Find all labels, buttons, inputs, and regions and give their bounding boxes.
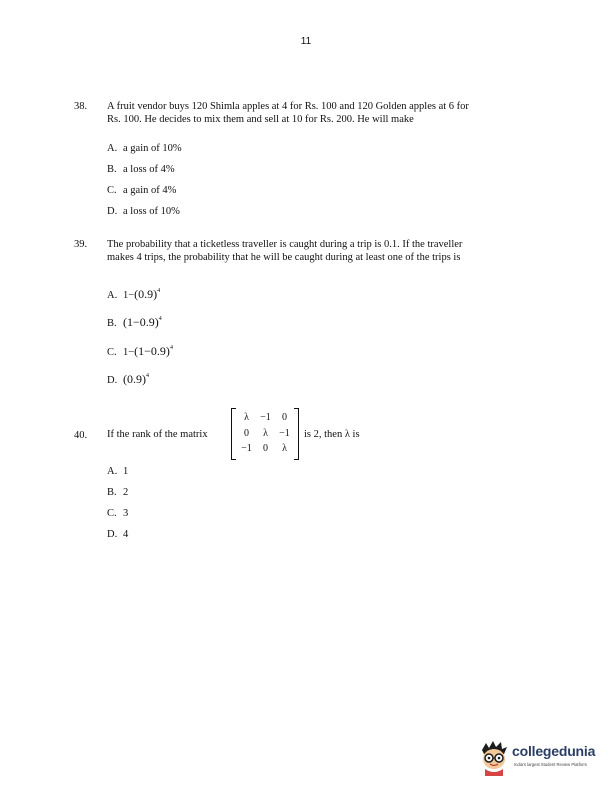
option-c[interactable]: C. $1-(1-0.9)^4$ <box>107 344 173 358</box>
question-line: The probability that a ticketless traveller is caught during a trip is 0.1. If the traveller <box>107 239 463 250</box>
option-b[interactable]: B. a loss of 4% <box>107 164 175 175</box>
option-d[interactable]: D. a loss of 10% <box>107 206 180 217</box>
matrix-cell: λ <box>263 427 268 439</box>
option-a[interactable]: A. 1 <box>107 466 129 477</box>
option-c[interactable]: C. a gain of 4% <box>107 185 177 196</box>
question-39 <box>74 238 554 388</box>
option-d[interactable]: D. 4 <box>107 529 129 540</box>
matrix-row <box>237 441 295 457</box>
option-a[interactable]: A. $1-(0.9)^4$ <box>107 287 161 301</box>
question-number: 40. <box>74 430 88 441</box>
question-text <box>107 100 552 126</box>
matrix-cell: −1 <box>241 443 252 455</box>
matrix-grid <box>237 410 295 457</box>
option-b[interactable]: B. 2 <box>107 487 129 498</box>
matrix-cell: λ <box>282 443 287 455</box>
matrix-row <box>237 426 295 442</box>
question-38 <box>74 100 554 220</box>
matrix-cell: −1 <box>260 412 271 424</box>
matrix-cell: 0 <box>244 427 249 439</box>
page-number: 11 <box>300 36 312 47</box>
question-line: makes 4 trips, the probability that he will be caught during at least one of the trips is <box>107 252 461 263</box>
matrix <box>231 408 299 458</box>
logo-text: collegedunia <box>512 743 596 759</box>
question-number: 38. <box>74 101 88 112</box>
question-line: Rs. 100. He decides to mix them and sell at 10 for Rs. 200. He will make <box>107 114 414 125</box>
option-b[interactable]: B. $(1-0.9)^4$ <box>107 315 162 329</box>
question-text-after: is 2, then λ is <box>304 429 360 440</box>
matrix-row <box>237 410 295 426</box>
question-line: A fruit vendor buys 120 Shimla apples at 4 for Rs. 100 and 120 Golden apples at 6 for <box>107 101 469 112</box>
question-number: 39. <box>74 239 88 250</box>
matrix-cell: 0 <box>282 412 287 424</box>
collegedunia-logo[interactable] <box>478 740 603 776</box>
matrix-bracket-left <box>231 408 236 460</box>
option-a[interactable]: A. a gain of 10% <box>107 143 182 154</box>
option-d[interactable]: D. $(0.9)^4$ <box>107 372 149 386</box>
mascot-icon <box>478 740 510 776</box>
question-text-before: If the rank of the matrix <box>107 429 208 440</box>
question-text <box>107 238 552 264</box>
matrix-cell: λ <box>244 412 249 424</box>
matrix-cell: −1 <box>279 427 290 439</box>
logo-tagline: India's largest Student Review Platform <box>514 762 587 767</box>
option-c[interactable]: C. 3 <box>107 508 129 519</box>
question-40 <box>74 408 554 544</box>
matrix-cell: 0 <box>263 443 268 455</box>
